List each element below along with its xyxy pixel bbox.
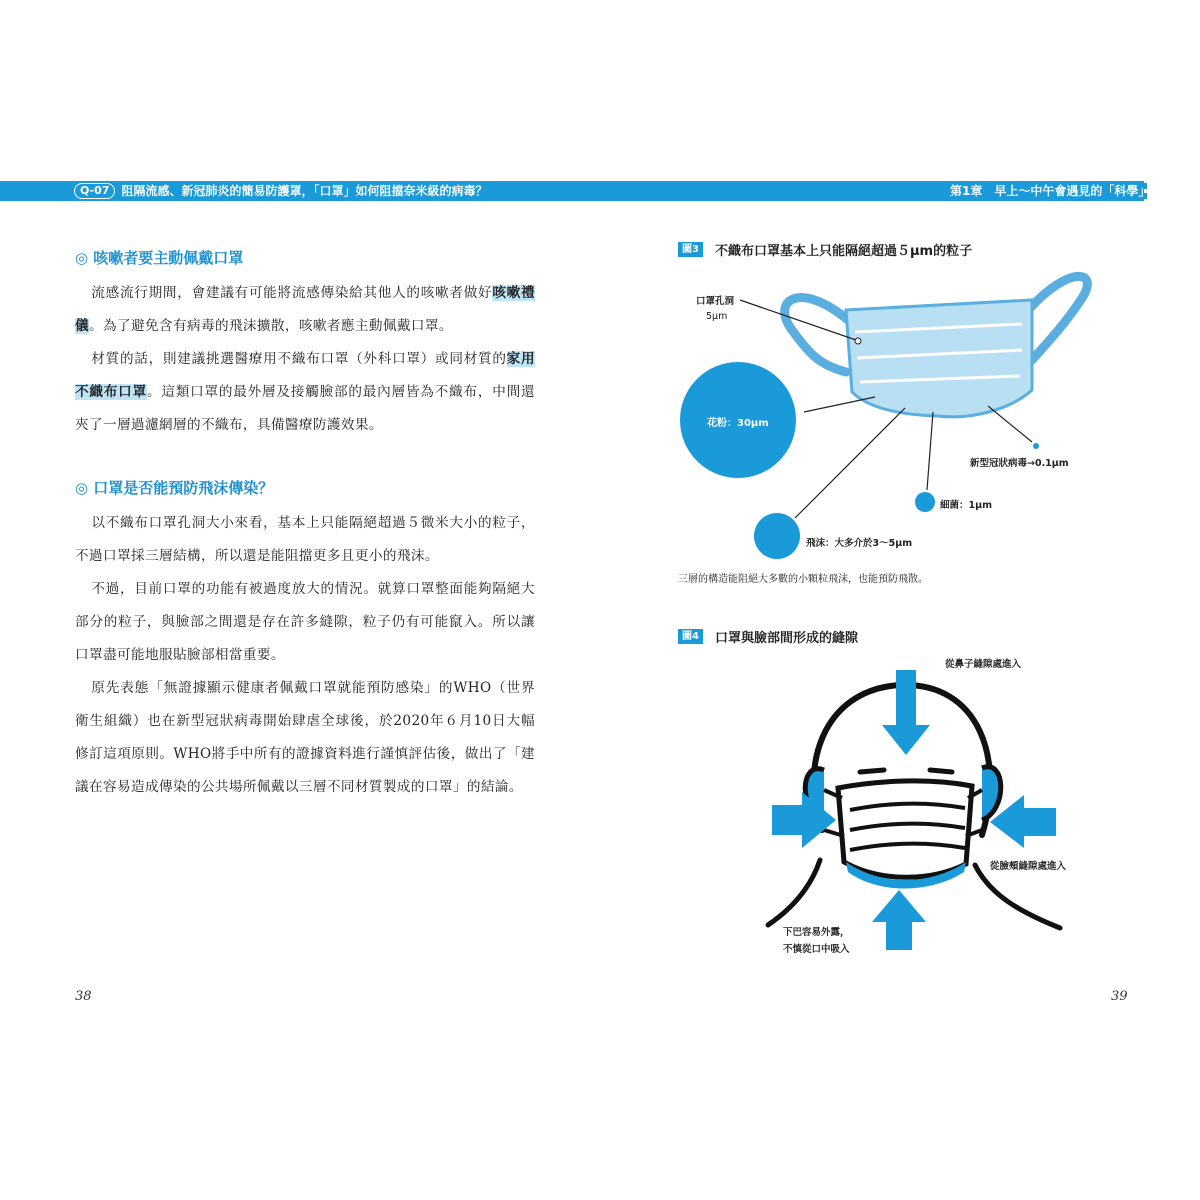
section-title-cough: ◎ 咳嗽者要主動佩戴口罩 — [75, 249, 244, 267]
paragraph-material — [75, 343, 535, 442]
mask-ear-loop-left — [785, 298, 848, 372]
nose-gap-label: 從鼻子縫隙處進入 — [945, 659, 1022, 670]
page-number-right: 39 — [1111, 989, 1128, 1004]
droplet-particle — [754, 513, 800, 559]
virus-label: 新型冠狀病毒→0.1μm — [970, 458, 1069, 469]
ear-right — [982, 767, 1001, 820]
paragraph-who: 原先表態「無證據顯示健康者佩戴口罩就能預防感染」的WHO（世界衛生組織）也在新型冠狀病毒開始肆虐全球後，於2020年６月10日大幅修訂這項原則。WHO將手中所有的證據資料進行謹慎評估後，做出了「建議在容易造成傳染的公共場所佩戴以三層不同材質製成的口罩」的結論。 — [75, 680, 535, 795]
paragraph-pore-size: 以不織布口罩孔洞大小來看，基本上只能隔絕超過５微米大小的粒子，不過口罩採三層結構，所以還是能阻擋更多且更小的飛沫。 — [75, 515, 535, 564]
figure3-title — [678, 240, 972, 259]
eye-left — [860, 770, 884, 772]
running-header — [0, 181, 1151, 201]
arrow-nose-gap — [882, 670, 930, 755]
figure4-title — [678, 627, 858, 646]
bacteria-label: 細菌：1μm — [940, 500, 992, 511]
shoulder-left — [768, 860, 820, 925]
shoulder-right — [975, 865, 1060, 928]
figure3-title-text: 不織布口罩基本上只能隔絕超過５μm的粒子 — [714, 244, 973, 259]
highlight-term: 家用不織布口罩 — [75, 351, 535, 400]
bacteria-pointer-line — [927, 412, 933, 490]
figure4-tag: 圖4 — [678, 629, 703, 644]
arrow-cheek-left — [772, 792, 836, 848]
figure3-tag: 圖3 — [678, 242, 703, 257]
page-number-left: 38 — [75, 989, 92, 1004]
highlight-term: 咳嗽禮儀 — [75, 285, 535, 334]
question-badge: Q-07 — [74, 183, 115, 199]
text-run: 材質的話，則建議挑選醫療用不織布口罩（外科口罩）或同材質的 — [91, 351, 507, 367]
header-left — [74, 181, 487, 201]
droplet-pointer-line — [795, 408, 905, 518]
eye-right — [930, 770, 952, 772]
pore-label: 口罩孔洞 — [696, 296, 735, 307]
pore-size-label: 5μm — [706, 311, 728, 322]
header-right-title: 第1章 早上～中午會遇見的「科學」 — [950, 184, 1151, 198]
virus-pointer-line — [988, 406, 1032, 442]
droplet-label: 飛沫：大多介於3～5μm — [806, 538, 913, 549]
figure4-title-text: 口罩與臉部間形成的縫隙 — [714, 631, 858, 646]
header-edge-marker — [1144, 183, 1153, 199]
text-run: 流感流行期間，會建議有可能將流感傳染給其他人的咳嗽者做好 — [91, 285, 493, 301]
virus-particle — [1033, 443, 1039, 449]
figure3-caption: 三層的構造能阻絕大多數的小顆粒飛沫，也能預防飛散。 — [678, 574, 928, 585]
section-title-droplet: ◎ 口罩是否能預防飛沫傳染？ — [75, 479, 274, 497]
text-run: 。這類口罩的最外層及接觸臉部的最內層皆為不織布，中間還夾了一層過濾網層的不織布，具備醫療防護效果。 — [75, 384, 535, 433]
arrow-chin-gap — [872, 890, 926, 950]
paragraph-cough-etiquette — [75, 277, 535, 343]
chin-gap-label-line2: 不慎從口中吸入 — [783, 944, 850, 955]
pollen-label: 花粉：30μm — [707, 418, 769, 429]
text-run: 。為了避免含有病毒的飛沫擴散，咳嗽者應主動佩戴口罩。 — [89, 318, 453, 334]
bacteria-particle — [915, 492, 935, 512]
mask-particle-diagram — [670, 260, 1110, 570]
face-gap-illustration — [760, 650, 1100, 960]
paragraph-gaps: 不過，目前口罩的功能有被過度放大的情況。就算口罩整面能夠隔絕大部分的粒子，與臉部之間還是存在許多縫隙，粒子仍有可能竄入。所以讓口罩盡可能地服貼臉部相當重要。 — [75, 581, 535, 663]
cheek-gap-label: 從臉頰縫隙處進入 — [990, 861, 1067, 872]
left-page-body — [75, 245, 535, 804]
pore-marker — [855, 338, 861, 344]
mask-ear-loop-right — [1030, 276, 1087, 360]
chin-gap-label-line1: 下巴容易外露， — [783, 927, 850, 938]
header-left-title: 阻隔流感、新冠肺炎的簡易防護罩，「口罩」如何阻擋奈米級的病毒？ — [121, 184, 488, 198]
pollen-pointer-line — [804, 397, 875, 412]
